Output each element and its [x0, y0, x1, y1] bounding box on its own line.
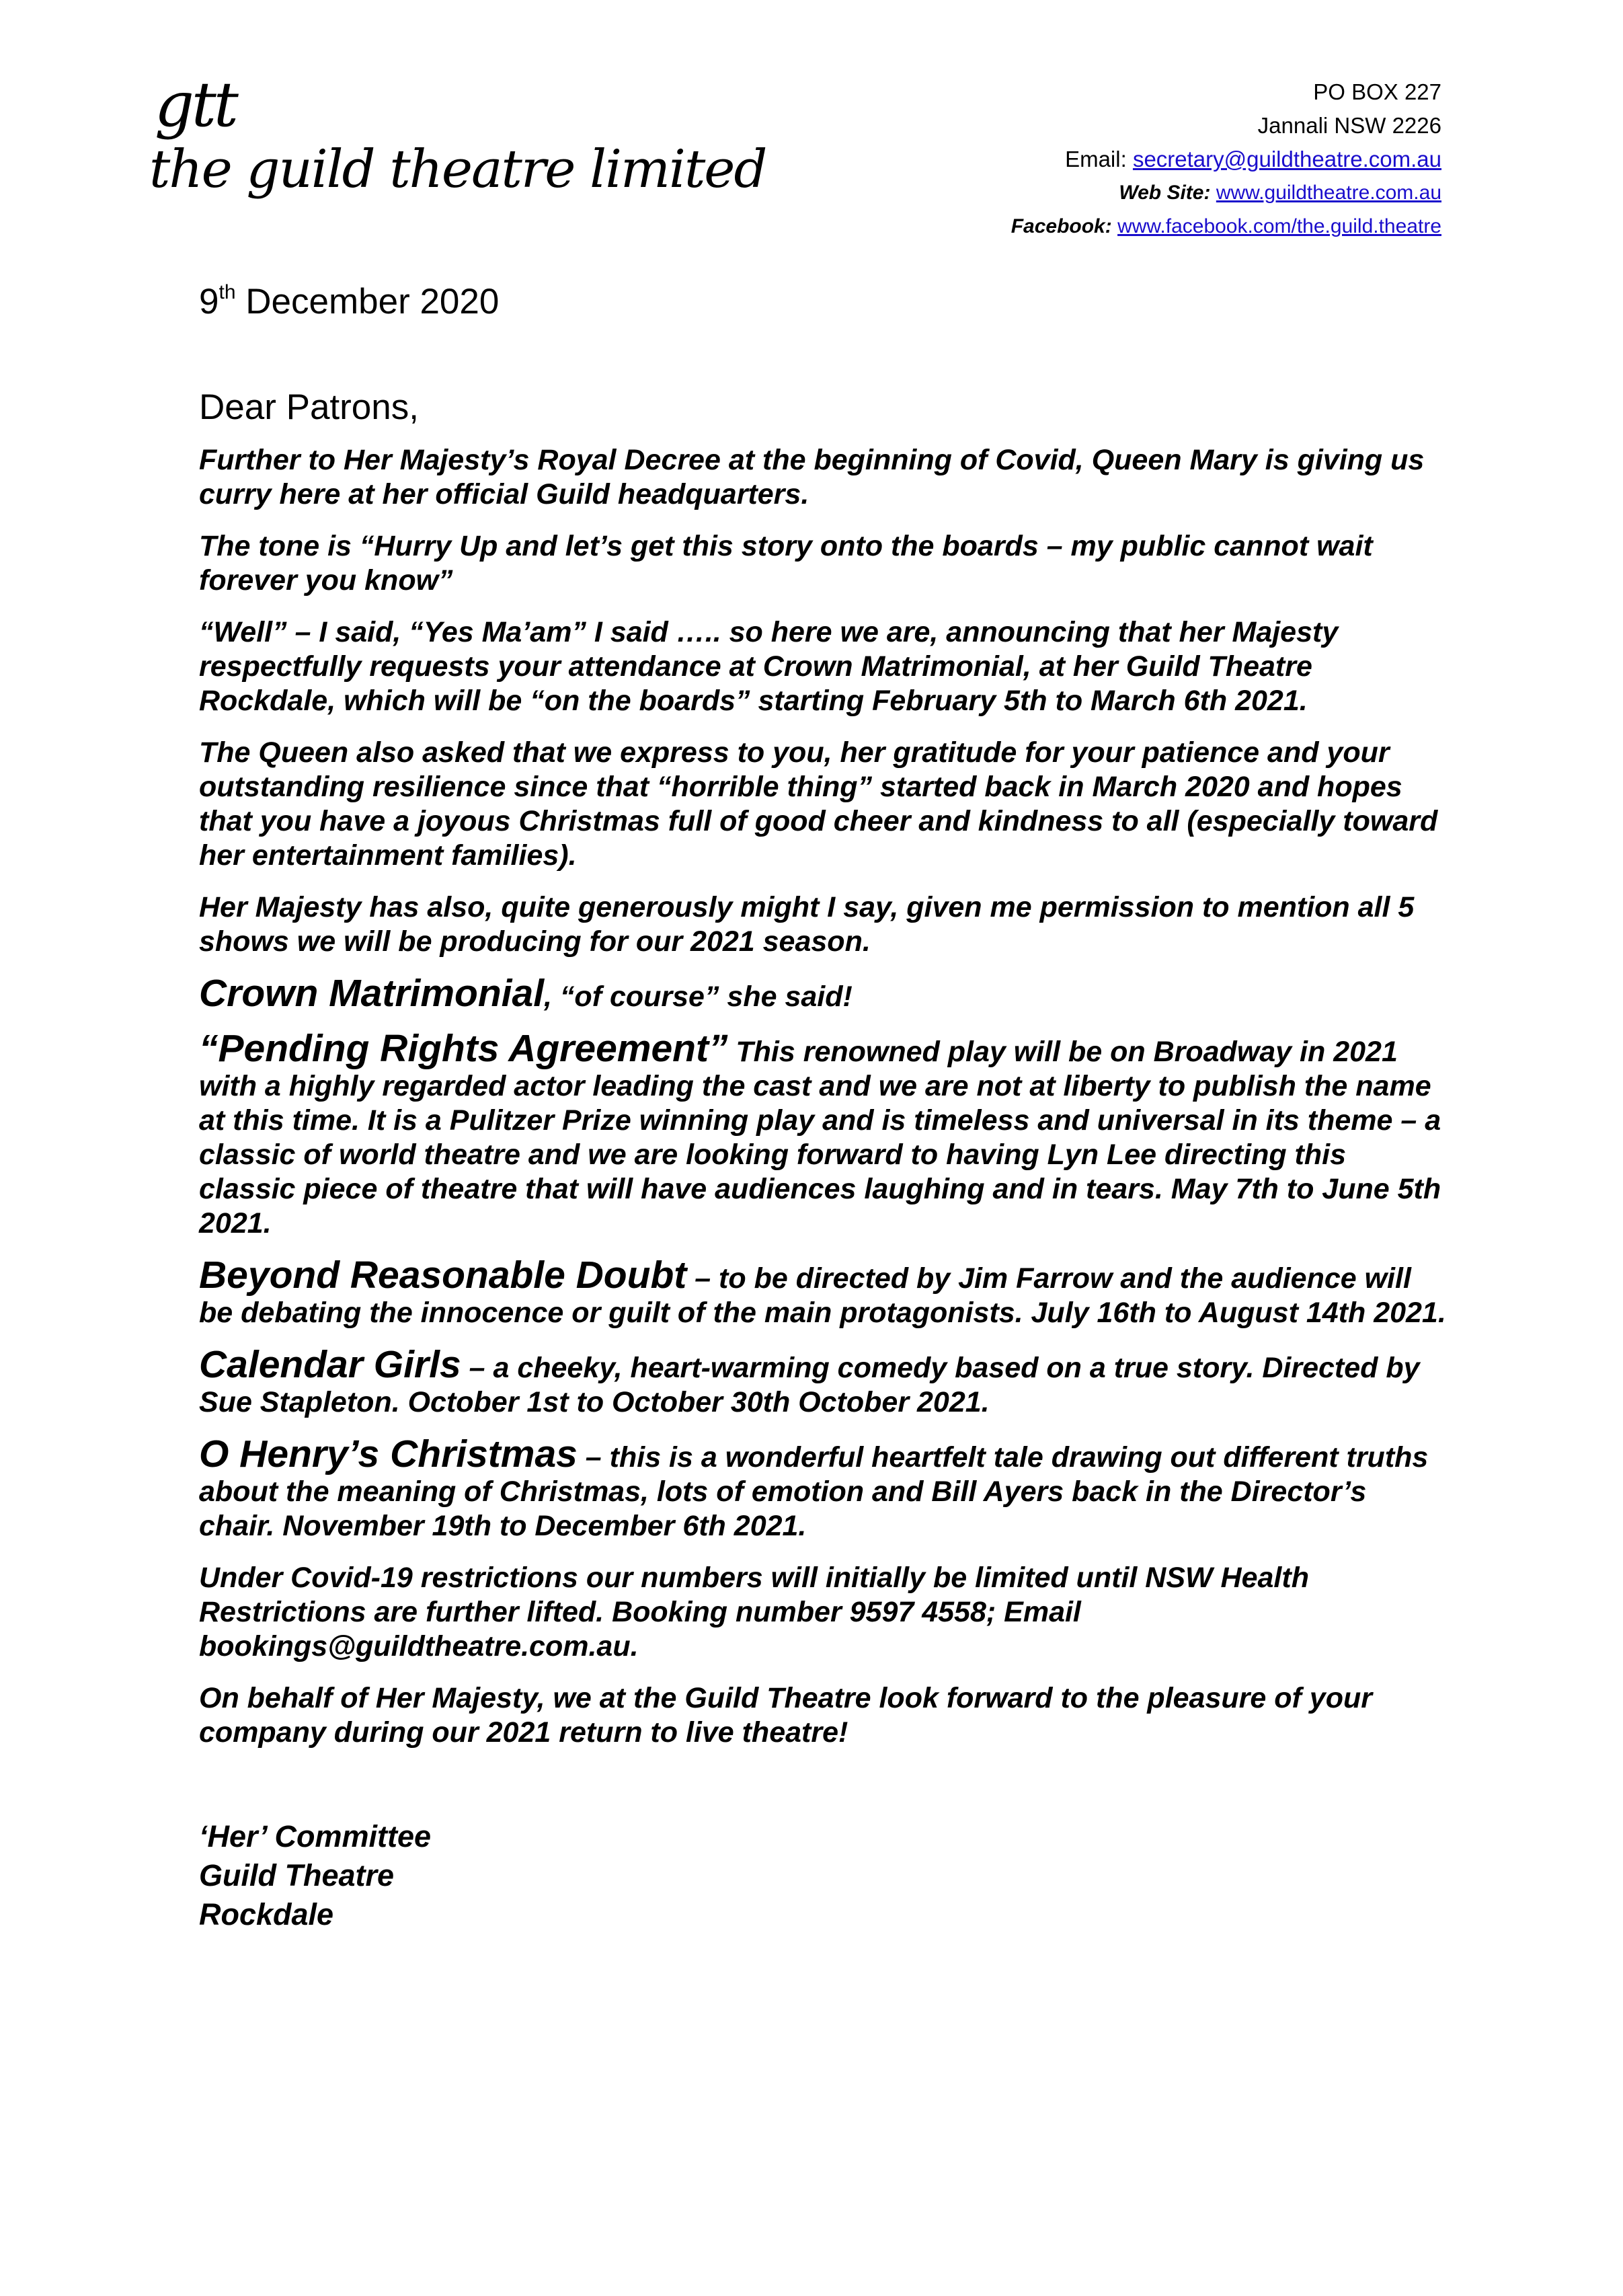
show-title: O Henry’s Christmas [199, 1432, 578, 1476]
website-label: Web Site: [1119, 182, 1211, 204]
po-box: PO BOX 227 [1313, 79, 1441, 104]
show-title: Beyond Reasonable Doubt [199, 1253, 687, 1297]
website-line [1011, 176, 1441, 210]
facebook-line [1011, 210, 1441, 243]
date-rest: December 2020 [235, 282, 500, 321]
show-title: “Pending Rights Agreement” [199, 1026, 728, 1070]
logo-name: the guild theatre limited [149, 139, 766, 200]
logo-mark: gtt [155, 69, 236, 141]
letter-date [199, 279, 1450, 326]
show-description: This renowned play will be on Broadway in 2021 with a highly regarded actor leading the cast and we are not at liberty to publish the name at this time. It is a Pulitzer Prize winning play and is timeless and universal in its theme – a classic of world theatre and we are looking forward to having Lyn Lee directing this classic piece of theatre that will have audiences laughing and in tears. May 7th to June 5th 2021. [199, 1035, 1441, 1239]
email-line [1011, 143, 1441, 176]
show-entry [199, 1432, 1450, 1543]
salutation: Dear Patrons, [199, 387, 419, 427]
show-description: – to be directed by Jim Farrow and the audience will be debating the innocence or guilt of the main protagonists. July 16th to August 14th 2021. [199, 1262, 1446, 1329]
email-link[interactable]: secretary@guildtheatre.com.au [1132, 147, 1441, 171]
show-entry [199, 971, 1450, 1015]
show-entry [199, 1026, 1450, 1241]
signature-line: Rockdale [199, 1897, 334, 1931]
logo [149, 69, 766, 229]
paragraph: On behalf of Her Majesty, we at the Guild Theatre look forward to the pleasure of your company during our 2021 return to live theatre! [199, 1681, 1372, 1749]
facebook-label: Facebook: [1011, 215, 1112, 237]
show-entry [199, 1253, 1450, 1330]
show-description: – this is a wonderful heartfelt tale drawing out different truths about the meaning of Christmas, lots of emotion and Bill Ayers back in the Director’s chair. November 19th to December 6th 2021. [199, 1441, 1429, 1542]
date-day: 9 [199, 282, 219, 321]
suburb: Jannali NSW 2226 [1257, 113, 1441, 138]
show-description: – a cheeky, heart-warming comedy based on a true story. Directed by Sue Stapleton. October 1st to October 30th October 2021. [199, 1351, 1420, 1418]
address-block [1011, 75, 1441, 243]
paragraph: Her Majesty has also, quite generously might I say, given me permission to mention all 5 shows we will be producing for our 2021 season. [199, 890, 1415, 958]
signature-block [199, 1817, 1450, 1934]
signature-line: ‘Her’ Committee [199, 1819, 432, 1853]
paragraph: The Queen also asked that we express to you, her gratitude for your patience and your outstanding resilience since that “horrible thing” started back in March 2020 and hopes that you have a joyous Christmas full of good cheer and kindness to all (especially toward her entertainment families). [199, 736, 1438, 872]
email-label: Email: [1065, 147, 1127, 171]
paragraph: Under Covid-19 restrictions our numbers will initially be limited until NSW Health Restrictions are further lifted. Booking number 9597 4558; Email bookings@guildtheatre.com.au. [199, 1561, 1309, 1662]
website-link[interactable]: www.guildtheatre.com.au [1216, 182, 1441, 204]
show-title: Crown Matrimonial [199, 971, 545, 1015]
paragraph: Further to Her Majesty’s Royal Decree at the beginning of Covid, Queen Mary is giving us curry here at her official Guild headquarters. [199, 443, 1425, 510]
paragraph: The tone is “Hurry Up and let’s get this story onto the boards – my public cannot wait forever you know” [199, 529, 1373, 597]
show-description: , “of course” she said! [544, 980, 853, 1013]
date-suffix: th [219, 281, 236, 303]
show-entry [199, 1342, 1450, 1420]
facebook-link[interactable]: www.facebook.com/the.guild.theatre [1117, 215, 1441, 237]
letter-body [199, 279, 1450, 1934]
paragraph: “Well” – I said, “Yes Ma’am” I said ….. so here we are, announcing that her Majesty respectfully requests your attendance at Crown Matrimonial, at her Guild Theatre Rockdale, which will be “on the boards” starting February 5th to March 6th 2021. [199, 615, 1339, 717]
signature-line: Guild Theatre [199, 1858, 395, 1892]
show-title: Calendar Girls [199, 1342, 461, 1386]
